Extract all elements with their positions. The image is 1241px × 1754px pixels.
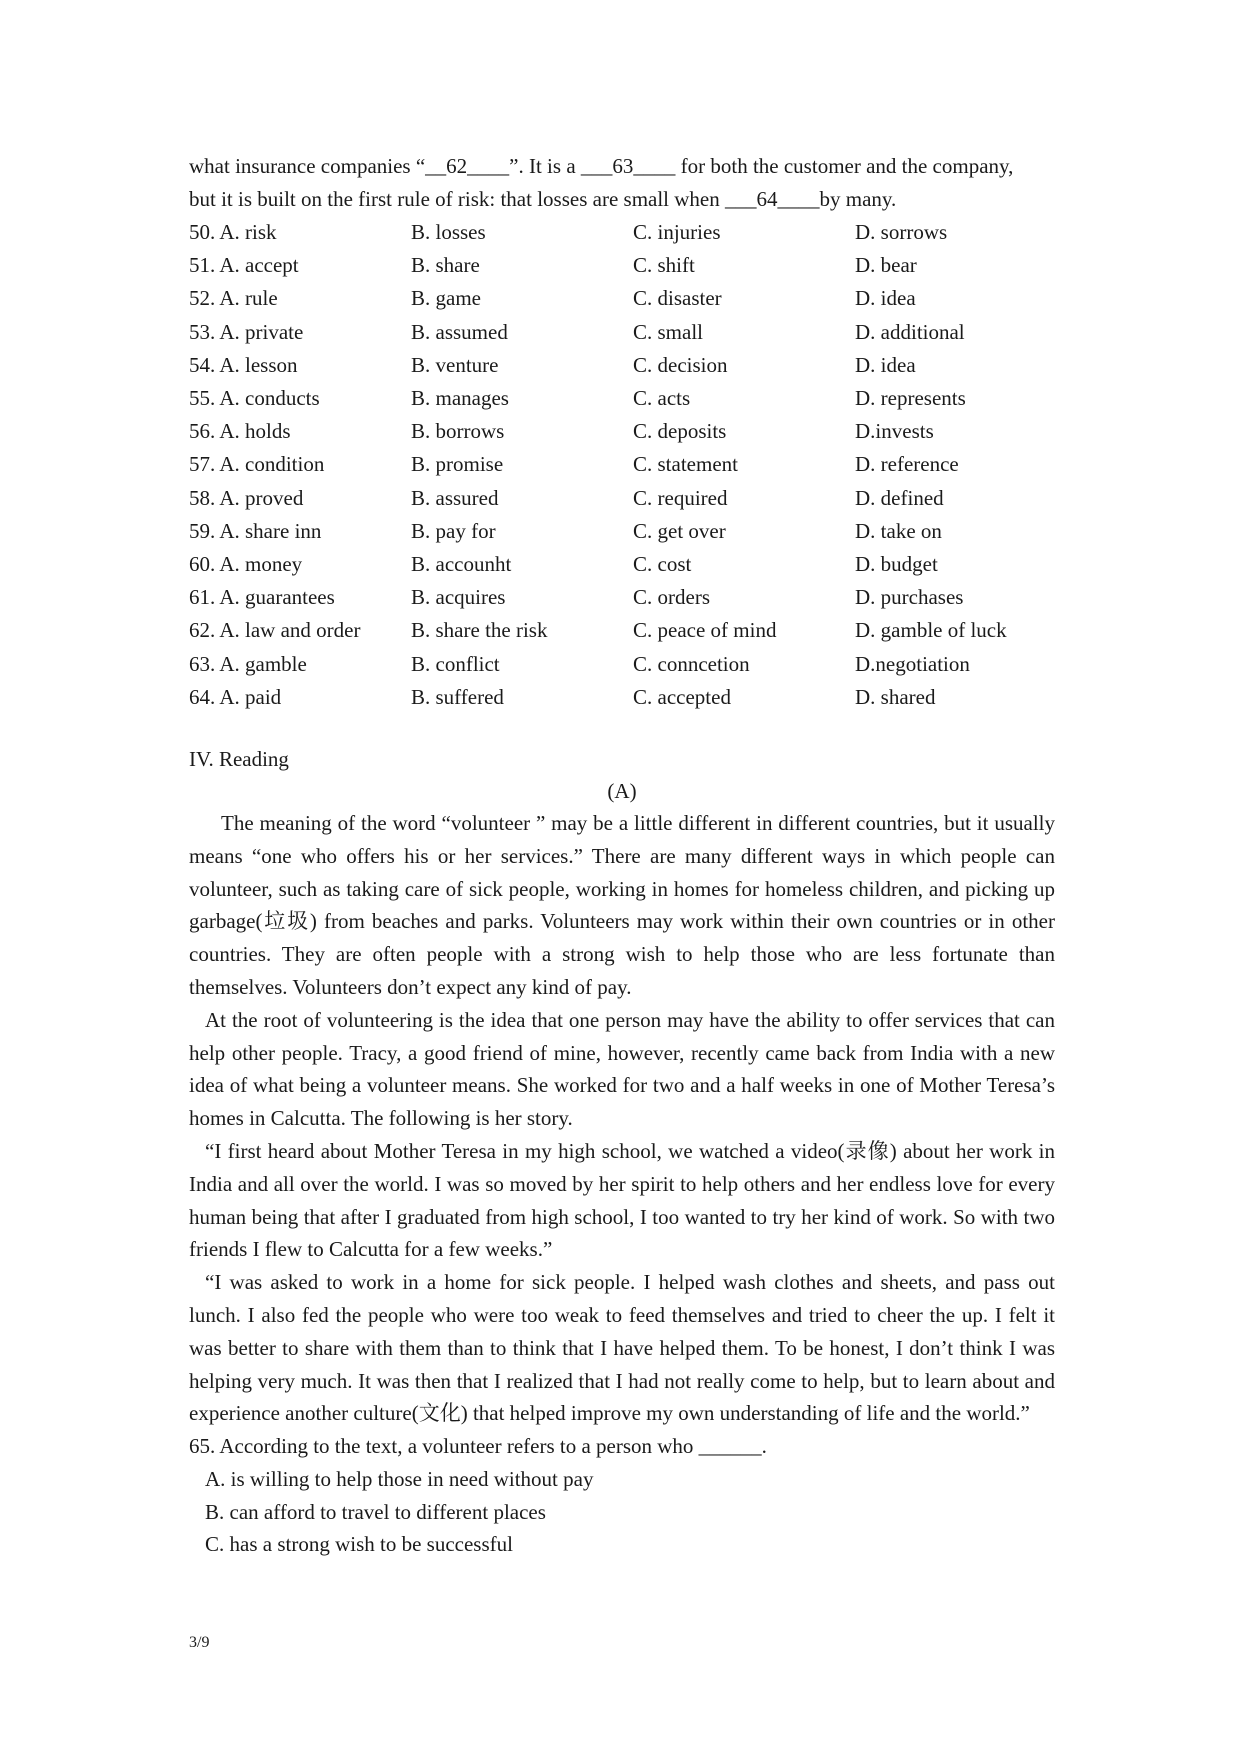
option-cell: D. idea [855, 286, 916, 311]
option-cell: 57. A. condition [189, 452, 325, 477]
option-row-59 [189, 515, 1055, 548]
option-cell: C. shift [633, 253, 695, 278]
option-row-56 [189, 415, 1055, 448]
option-cell: C. injuries [633, 220, 721, 244]
option-cell: C. disaster [633, 286, 722, 311]
option-row-57 [189, 448, 1055, 481]
option-cell: 56. A. holds [189, 419, 291, 444]
option-row-51 [189, 249, 1055, 282]
question-stem: 65. According to the text, a volunteer refers to a person who ______. [189, 1434, 767, 1459]
option-cell: D. idea [855, 352, 916, 377]
option-cell: B. game [411, 286, 481, 311]
option-cell: B. assumed [411, 319, 508, 344]
page-number: 3/9 [189, 1634, 210, 1651]
option-cell: D. reference [855, 452, 959, 477]
option-cell: C. orders [633, 585, 710, 610]
option-cell: D. sorrows [855, 220, 948, 244]
question-choice-a: A. is willing to help those in need without pay [205, 1467, 594, 1492]
option-cell: 51. A. accept [189, 253, 299, 278]
option-cell: D. represents [855, 386, 966, 411]
option-cell: D. purchases [855, 585, 964, 610]
option-cell: C. required [633, 485, 728, 510]
option-row-61 [189, 581, 1055, 614]
option-cell: B. assured [411, 485, 499, 510]
document-page [189, 150, 1055, 1561]
option-cell: B. manages [411, 386, 509, 411]
option-cell: C. cost [633, 552, 692, 577]
option-cell: C. deposits [633, 419, 727, 444]
option-cell: C. statement [633, 452, 738, 477]
option-row-62 [189, 614, 1055, 647]
option-row-64 [189, 681, 1055, 714]
option-row-53 [189, 316, 1055, 349]
option-row-58 [189, 482, 1055, 515]
option-cell: D. additional [855, 319, 965, 344]
option-cell: D. budget [855, 552, 938, 577]
option-row-52 [189, 282, 1055, 315]
option-cell: D. take on [855, 518, 942, 543]
option-cell: D.negotiation [855, 651, 970, 676]
option-cell: B. suffered [411, 684, 504, 709]
option-row-55 [189, 382, 1055, 415]
option-cell: B. borrows [411, 419, 505, 444]
option-cell: B. venture [411, 352, 499, 377]
option-cell: D. defined [855, 485, 944, 510]
options-table [189, 216, 1055, 714]
option-cell: C. get over [633, 518, 726, 543]
question-choice-c: C. has a strong wish to be successful [205, 1532, 513, 1557]
option-row-63 [189, 648, 1055, 681]
paragraph-1: The meaning of the word “volunteer ” may be a little different in different countries, but it usually means “one who offers his or her services.” There are many different ways in which people can volunteer, such as taking care of sick people, working in homes for homeless children, and picking up garbage(垃圾) from beaches and parks. Volunteers may work within their own countries or in other countries. They are often people with a strong wish to help those who are less fortunate than themselves. Volunteers don’t expect any kind of pay. [189, 811, 1055, 1000]
paragraph-4: “I was asked to work in a home for sick people. I helped wash clothes and sheets, and pass out lunch. I also fed the people who were too weak to feed themselves and tried to cheer the up. I felt it was better to share with them than to think that I have helped them. To be honest, I don’t think I was helping very much. It was then that I realized that I had not really come to help, but to learn about and experience another culture(文化) that helped improve my own understanding of life and the world.” [189, 1270, 1055, 1426]
paragraph-2: At the root of volunteering is the idea that one person may have the ability to offer services that can help other people. Tracy, a good friend of mine, however, recently came back from India with a new idea of what being a volunteer means. She worked for two and a half weeks in one of Mother Teresa’s homes in Calcutta. The following is her story. [189, 1007, 1055, 1131]
option-cell: B. acquires [411, 585, 506, 610]
option-cell: 62. A. law and order [189, 618, 361, 643]
option-row-60 [189, 548, 1055, 581]
option-cell: B. losses [411, 220, 486, 244]
option-cell: D. bear [855, 253, 917, 278]
option-cell: B. pay for [411, 518, 496, 543]
option-cell: D. shared [855, 684, 936, 709]
option-cell: 55. A. conducts [189, 386, 320, 411]
option-cell: 59. A. share inn [189, 518, 322, 543]
option-cell: C. accepted [633, 684, 731, 709]
paragraph-3: “I first heard about Mother Teresa in my high school, we watched a video(录像) about her work in India and all over the world. I was so moved by her spirit to help others and her endless love for every human being that after I graduated from high school, I too wanted to try her kind of work. So with two friends I flew to Calcutta for a few weeks.” [189, 1139, 1055, 1262]
option-cell: 53. A. private [189, 319, 304, 344]
option-cell: B. conflict [411, 651, 500, 676]
option-cell: C. acts [633, 386, 691, 411]
option-cell: 61. A. guarantees [189, 585, 335, 610]
intro-line-2: but it is built on the first rule of risk: that losses are small when ___64____by many. [189, 187, 897, 211]
option-row-54 [189, 349, 1055, 382]
option-cell: B. promise [411, 452, 504, 477]
option-cell: 54. A. lesson [189, 352, 298, 377]
option-cell: C. conncetion [633, 651, 750, 676]
option-cell: 64. A. paid [189, 684, 282, 709]
option-cell: C. peace of mind [633, 618, 777, 643]
passage-label: (A) [607, 779, 637, 804]
section-title: IV. Reading [189, 747, 289, 772]
option-cell: B. share [411, 253, 480, 278]
option-cell: B. accounht [411, 552, 512, 577]
question-choice-b: B. can afford to travel to different places [205, 1499, 546, 1524]
option-cell: C. decision [633, 352, 728, 377]
option-cell: 63. A. gamble [189, 651, 307, 676]
option-cell: B. share the risk [411, 618, 548, 643]
option-row-50 [189, 216, 1055, 249]
option-cell: 52. A. rule [189, 286, 278, 311]
option-cell: 58. A. proved [189, 485, 304, 510]
option-cell: 60. A. money [189, 552, 303, 577]
option-cell: D.invests [855, 419, 934, 444]
option-cell: C. small [633, 319, 704, 344]
option-cell: 50. A. risk [189, 220, 277, 244]
option-cell: D. gamble of luck [855, 618, 1007, 643]
intro-line-1: what insurance companies “__62____”. It is a ___63____ for both the customer and the company, [189, 154, 1014, 178]
